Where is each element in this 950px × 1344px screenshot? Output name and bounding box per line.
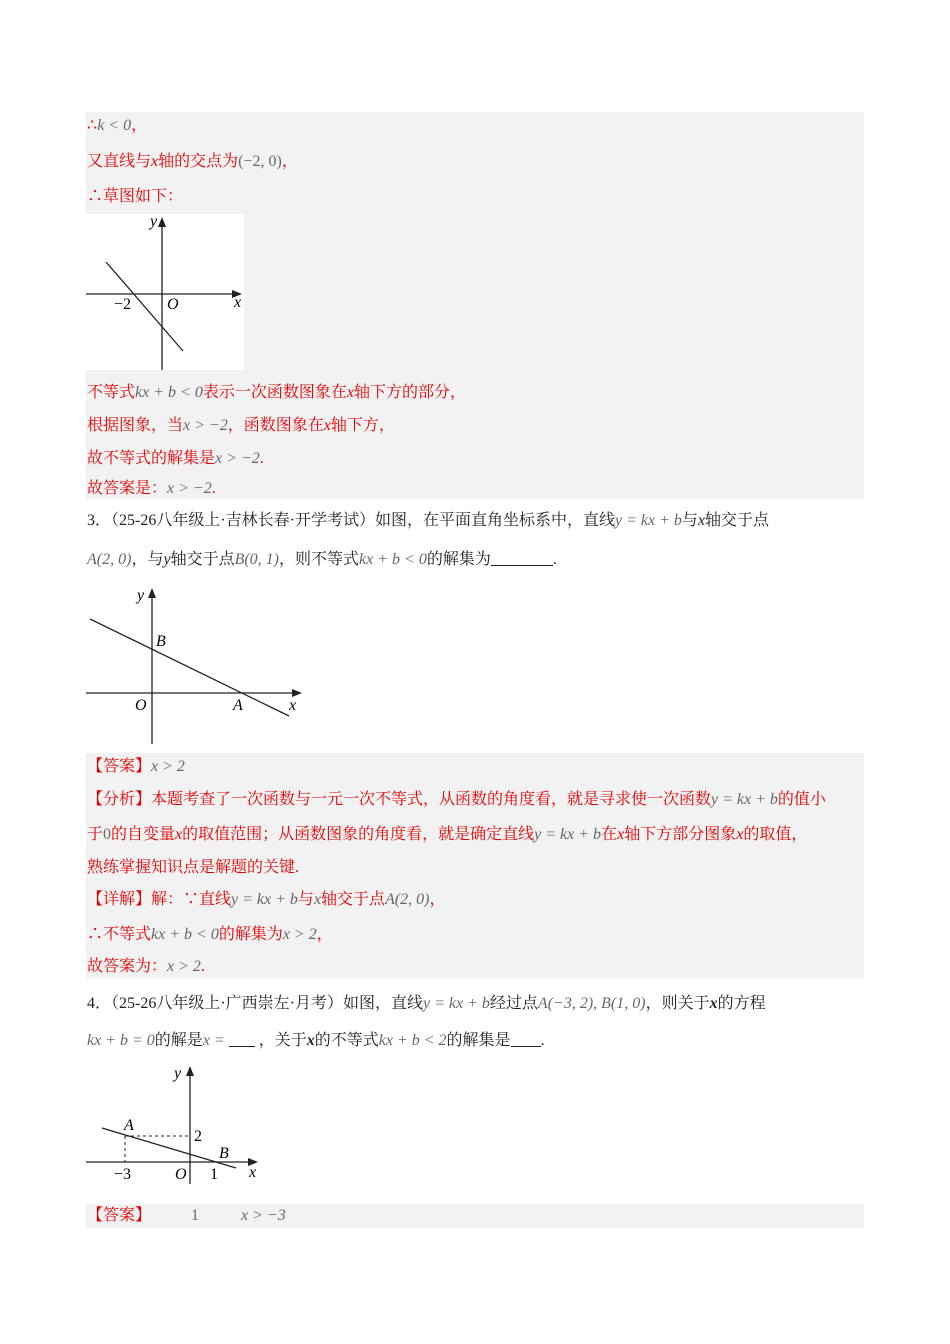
text: 故不等式的解集是 (87, 450, 216, 467)
math: x > 2 (167, 958, 201, 975)
tick-label-2: 2 (194, 1128, 202, 1145)
tick-label-minus-3: −3 (114, 1166, 132, 1183)
math: x (346, 384, 354, 401)
math: kx + b < 0 (359, 551, 427, 568)
text: 的自变量 (111, 826, 176, 843)
tick-label-minus-2: −2 (114, 296, 132, 313)
text: ， (429, 891, 446, 908)
math: x > −2 (183, 417, 228, 434)
q3-stem-line-2 (87, 548, 557, 572)
text: ∴草图如下： (87, 188, 184, 205)
y-label: y (150, 214, 158, 230)
origin-label: O (167, 296, 179, 313)
answer-value-2: x > −3 (241, 1207, 286, 1224)
sol2-line-5 (87, 414, 395, 438)
text: ，与 (131, 551, 164, 568)
text: 的解集为 (426, 551, 491, 568)
math: y = kx + b (231, 891, 298, 908)
text: 经过点 (489, 995, 538, 1012)
math: y = kx + b (423, 995, 490, 1012)
text: 的方程 (717, 995, 766, 1012)
math: x (313, 891, 322, 908)
q3-analysis-line-2 (87, 823, 807, 847)
math: (−2, 0) (238, 153, 282, 170)
text: ， (281, 153, 298, 170)
y-axis-arrow (186, 1066, 194, 1076)
math: x (709, 995, 718, 1012)
text: 3．（25-26八年级上·吉林长春·开学考试）如图，在平面直角坐标系中，直线 (87, 512, 615, 529)
q3-stem-line-1 (87, 509, 769, 533)
text: 根据图象，当 (87, 417, 184, 434)
math: A(−3, 2), B(1, 0) (537, 995, 646, 1012)
math: y (163, 551, 171, 568)
text: 轴交于点 (321, 891, 386, 908)
y-label: y (174, 1065, 182, 1082)
text: 的不等式 (314, 1032, 379, 1049)
math: x > 2 (282, 926, 317, 943)
text: 于 (87, 826, 104, 843)
math: A(2, 0) (385, 891, 430, 908)
text: . (211, 480, 216, 497)
graph-line (90, 619, 289, 716)
text: 表示一次函数图象在 (202, 384, 347, 401)
answer-blank-2 (511, 1030, 541, 1047)
sol2-line-6 (87, 447, 264, 471)
answer-blank (491, 549, 553, 566)
text: 【分析】本题考查了一次函数与一元一次不等式，从函数的角度看，就是寻求使一次函数 (87, 791, 712, 808)
math: y = kx + b (615, 512, 682, 529)
text: ， (131, 117, 148, 134)
q4-stem-line-2 (87, 1029, 545, 1053)
sol2-line-4 (87, 381, 466, 405)
math: x (175, 826, 183, 843)
text: . (259, 450, 264, 467)
math: x (323, 417, 331, 434)
graph-background (86, 214, 244, 370)
math: x (697, 512, 706, 529)
math: kx + b < 2 (378, 1032, 447, 1049)
x-label: x (249, 1164, 257, 1181)
answer-value: x > 2 (151, 758, 185, 775)
text: ，关于 (258, 1032, 307, 1049)
math: x (617, 826, 625, 843)
point-a-label: A (233, 697, 243, 714)
text: 在 (601, 826, 618, 843)
text: 轴下方， (330, 417, 395, 434)
text: ，则不等式 (279, 551, 360, 568)
graph-q3 (86, 582, 308, 744)
sol2-line-1 (87, 114, 147, 138)
math: k < 0 (97, 117, 132, 134)
text: 的取值范围；从函数图象的角度看，就是确定直线 (182, 826, 535, 843)
text: 与 (681, 512, 698, 529)
point-b-label: B (156, 633, 166, 650)
math: kx + b < 0 (135, 384, 203, 401)
math: B(0, 1) (234, 551, 280, 568)
text: ，函数图象在 (227, 417, 324, 434)
text: 故答案为： (87, 958, 168, 975)
tick-label-1: 1 (210, 1166, 218, 1183)
math: y = kx + b (534, 826, 602, 843)
text: 的解集是 (446, 1032, 511, 1049)
math: x > −2 (167, 480, 212, 497)
text: 与 (297, 891, 314, 908)
text: 的取值， (743, 826, 808, 843)
text: 又直线与 (87, 153, 152, 170)
y-label: y (137, 587, 145, 604)
text: ，则关于 (645, 995, 710, 1012)
x-label: x (234, 294, 242, 311)
text: 的值小 (777, 791, 826, 808)
math: y = kx + b (711, 791, 778, 808)
math: x (306, 1032, 315, 1049)
text: 的解集为 (218, 926, 283, 943)
text: 不等式 (87, 384, 136, 401)
q3-detail-line-3 (87, 955, 205, 979)
x-label: x (289, 697, 297, 714)
sol2-line-2 (87, 150, 298, 174)
q4-answer (87, 1204, 286, 1228)
origin-label: O (175, 1166, 187, 1183)
text: ∴ (87, 117, 98, 134)
text: . (200, 958, 205, 975)
answer-blank-1 (229, 1030, 255, 1047)
text: 故答案是： (87, 480, 168, 497)
q3-detail-line-1 (87, 888, 446, 912)
text: 轴下方部分图象 (624, 826, 737, 843)
text: 4．（25-26八年级上·广西崇左·月考）如图，直线 (87, 995, 423, 1012)
q3-analysis-line-3 (87, 856, 299, 880)
q4-stem-line-1 (87, 992, 766, 1016)
math: 0 (103, 826, 112, 843)
text: 轴的交点为 (158, 153, 239, 170)
math: x (151, 153, 159, 170)
math: kx + b = 0 (87, 1032, 155, 1049)
q3-answer (87, 755, 185, 779)
answer-tag: 【答案】 (87, 758, 152, 775)
q3-analysis-line-1 (87, 788, 826, 812)
text: 熟练掌握知识点是解题的关键. (87, 859, 300, 876)
text: . (552, 551, 557, 568)
origin-label: O (135, 697, 147, 714)
text: 【详解】解：∵直线 (87, 891, 232, 908)
text: ， (316, 926, 333, 943)
math: x (736, 826, 744, 843)
answer-value-1: 1 (191, 1207, 200, 1224)
sol2-line-3 (87, 185, 183, 209)
graph-q4 (86, 1060, 272, 1184)
math: A(2, 0) (87, 551, 132, 568)
y-axis-arrow (148, 588, 156, 598)
math: x = (202, 1032, 225, 1049)
sketch-graph-q2 (86, 214, 244, 370)
math: x > −2 (215, 450, 260, 467)
text: ∴不等式 (87, 926, 152, 943)
text: 轴下方的部分， (353, 384, 466, 401)
sol2-line-7 (87, 477, 216, 501)
text: 的解是 (154, 1032, 203, 1049)
x-axis-arrow (292, 689, 302, 697)
point-b-label: B (219, 1145, 229, 1162)
text: . (540, 1032, 545, 1049)
point-a-label: A (124, 1117, 134, 1134)
text: 轴交于点 (705, 512, 770, 529)
math: kx + b < 0 (151, 926, 219, 943)
answer-tag: 【答案】 (87, 1207, 152, 1224)
text: 轴交于点 (170, 551, 235, 568)
q3-detail-line-2 (87, 923, 333, 947)
